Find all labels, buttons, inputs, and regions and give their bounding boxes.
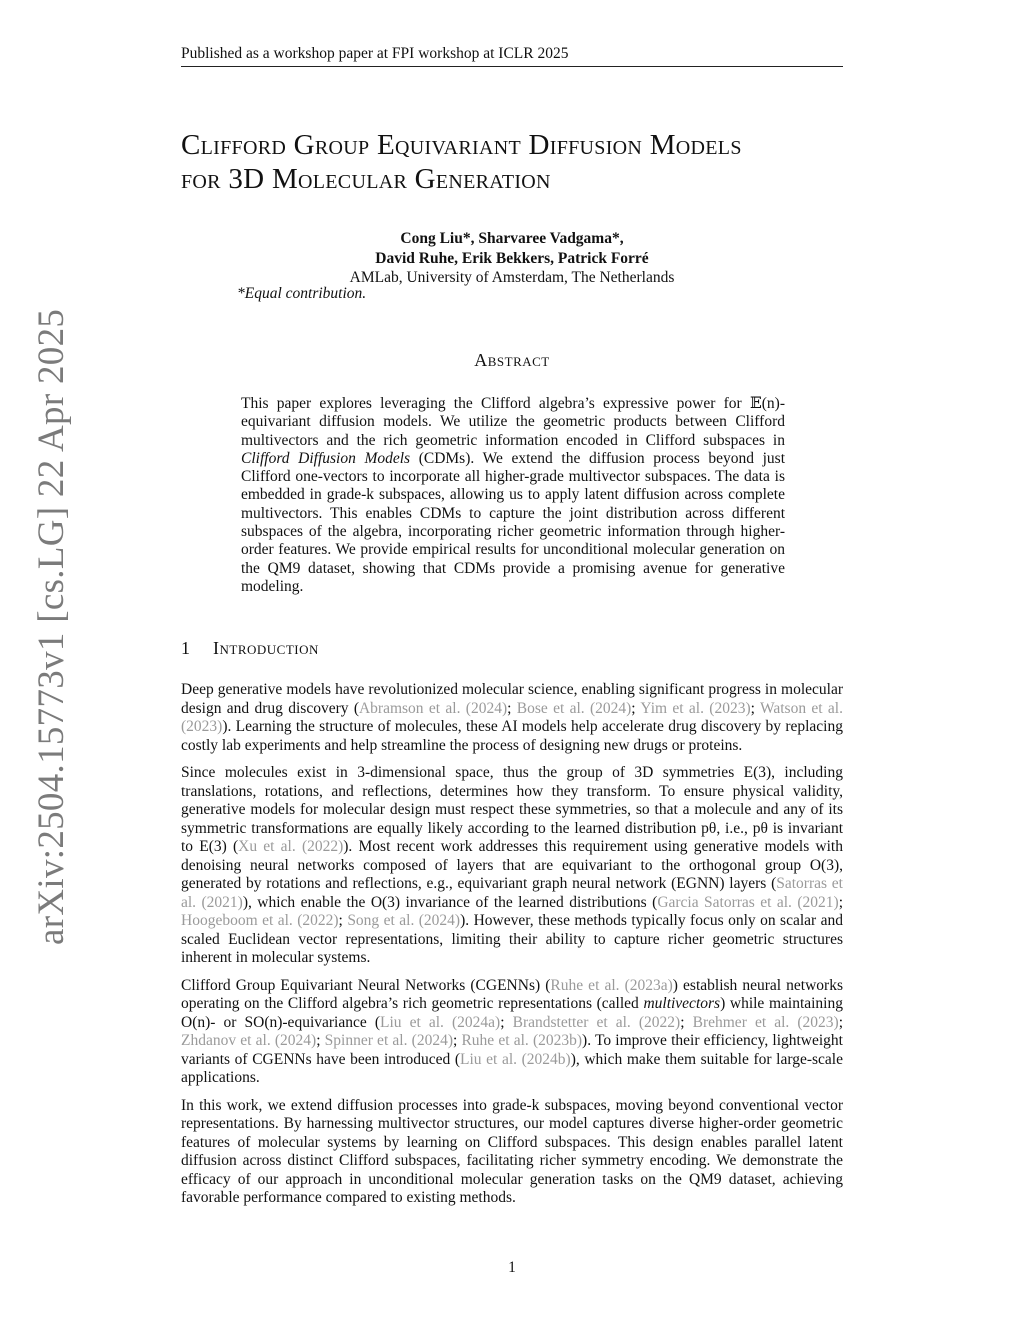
arxiv-identifier: arXiv:2504.15773v1 [cs.LG] 22 Apr 2025 xyxy=(31,308,72,945)
introduction-body xyxy=(181,681,843,1217)
paper-title xyxy=(181,128,881,196)
section-number: 1 xyxy=(181,638,191,658)
equal-contribution-note: *Equal contribution. xyxy=(237,285,367,302)
citation-link[interactable]: Song et al. (2024) xyxy=(347,912,461,929)
citation-link[interactable]: Bose et al. (2024) xyxy=(516,699,632,717)
abstract-text: This paper explores leveraging the Clifford algebra’s expressive power for 𝔼(n)-equivariant diffusion models. We utilize the geometric products between Clifford multivectors and the rich geometric information encoded in Clifford subspaces in Clifford Diffusion Models (CDMs). We extend the diffusion process beyond just Clifford one-vectors to incorporate all higher-grade multivector subspaces. The data is embedded in grade-k subspaces, allowing us to apply latent diffusion across complete multivectors. This enables CDMs to capture the joint distribution across different subspaces of the algebra, incorporating richer geometric information through higher-order features. We provide empirical results for unconditional molecular generation on the QM9 dataset, showing that CDMs provide a promising avenue for generative modeling. xyxy=(241,395,785,595)
abstract-heading: Abstract xyxy=(474,350,550,370)
citation-link[interactable]: Zhdanov et al. (2024) xyxy=(181,1032,317,1049)
author-names-line-1: Cong Liu*, Sharvaree Vadgama*, xyxy=(400,230,624,247)
page-number: 1 xyxy=(508,1259,516,1276)
section-title: Introduction xyxy=(213,638,319,658)
citation-link[interactable]: Xu et al. (2022) xyxy=(238,838,344,855)
citation-link[interactable]: Brehmer et al. (2023) xyxy=(692,1013,839,1031)
section-heading-introduction xyxy=(181,638,319,659)
cdm-emphasis: Clifford Diffusion Models xyxy=(241,449,411,467)
citation-link[interactable]: Hoogeboom et al. (2022) xyxy=(181,912,339,929)
citation-link[interactable]: Satorras et al. (2021) xyxy=(181,875,843,911)
author-block xyxy=(181,229,843,288)
paragraph: Deep generative models have revolutionized molecular science, enabling significant progress in molecular design and drug discovery (Abramson et al. (2024); Bose et al. (2024); Yim et al. (2023); Watson et al. (2023)). Learning the structure of molecules, these AI models help accelerate drug discovery by replacing costly lab experiments and help streamline the process of designing new drugs or proteins. xyxy=(181,681,843,754)
paragraph: In this work, we extend diffusion processes into grade-k subspaces, moving beyond conventional vector representations. By harnessing multivector structures, our model captures diverse higher-order geometric features of molecular systems by learning on Clifford subspaces. This design enables parallel latent diffusion across distinct Clifford subspaces, facilitating richer symmetry encoding. We demonstrate the efficacy of our approach in unconditional molecular generation tasks on the QM9 dataset, achieving favorable performance compared to existing methods. xyxy=(181,1096,843,1206)
multivectors-emphasis: multivectors xyxy=(643,995,721,1012)
author-names-line-2: David Ruhe, Erik Bekkers, Patrick Forré xyxy=(375,249,649,267)
title-line-2: for 3D Molecular Generation xyxy=(181,163,551,195)
citation-link[interactable]: Watson et al. (2023) xyxy=(181,699,843,735)
citation-link[interactable]: Liu et al. (2024b) xyxy=(460,1050,571,1068)
citation-link[interactable]: Garcia Satorras et al. (2021) xyxy=(657,893,839,911)
citation-link[interactable]: Ruhe et al. (2023b) xyxy=(461,1032,583,1049)
citation-link[interactable]: Yim et al. (2023) xyxy=(640,699,751,717)
citation-link[interactable]: Brandstetter et al. (2022) xyxy=(512,1013,681,1031)
paragraph: Clifford Group Equivariant Neural Networks (CGENNs) (Ruhe et al. (2023a)) establish neural networks operating on the Clifford algebra’s rich geometric representations (called multivectors) while maintaining O(n)- or SO(n)-equivariance (Liu et al. (2024a); Brandstetter et al. (2022); Brehmer et al. (2023); Zhdanov et al. (2024); Spinner et al. (2024); Ruhe et al. (2023b)). To improve their efficiency, lightweight variants of CGENNs have been introduced (Liu et al. (2024b)), which make them suitable for large-scale applications. xyxy=(181,976,843,1086)
citation-link[interactable]: Spinner et al. (2024) xyxy=(324,1032,453,1049)
paragraph: Since molecules exist in 3-dimensional space, thus the group of 3D symmetries E(3), including translations, rotations, and reflections, determines how they transform. To ensure physical validity, generative models for molecular design must respect these symmetries, so that a molecule and any of its symmetric transformations are equally likely according to the learned distribution pθ, i.e., pθ is invariant to E(3) (Xu et al. (2022)). Most recent work addresses this requirement using generative models with denoising neural networks composed of layers that are equivariant to the orthogonal group O(3), generated by rotations and reflections, e.g., equivariant graph neural network (EGNN) layers (Satorras et al. (2021)), which enable the O(3) invariance of the learned distributions (Garcia Satorras et al. (2021); Hoogeboom et al. (2022); Song et al. (2024)). However, these methods typically focus only on scalar and scaled Euclidean vector representations, limiting their ability to capture richer geometric structures inherent in molecular systems. xyxy=(181,764,843,966)
citation-link[interactable]: Ruhe et al. (2023a) xyxy=(550,976,673,994)
affiliation: AMLab, University of Amsterdam, The Netherlands xyxy=(349,269,675,286)
running-header: Published as a workshop paper at FPI workshop at ICLR 2025 xyxy=(181,45,843,67)
citation-link[interactable]: Liu et al. (2024a) xyxy=(379,1013,501,1031)
citation-link[interactable]: Abramson et al. (2024) xyxy=(358,699,508,717)
title-line-1: Clifford Group Equivariant Diffusion Models xyxy=(181,129,742,161)
